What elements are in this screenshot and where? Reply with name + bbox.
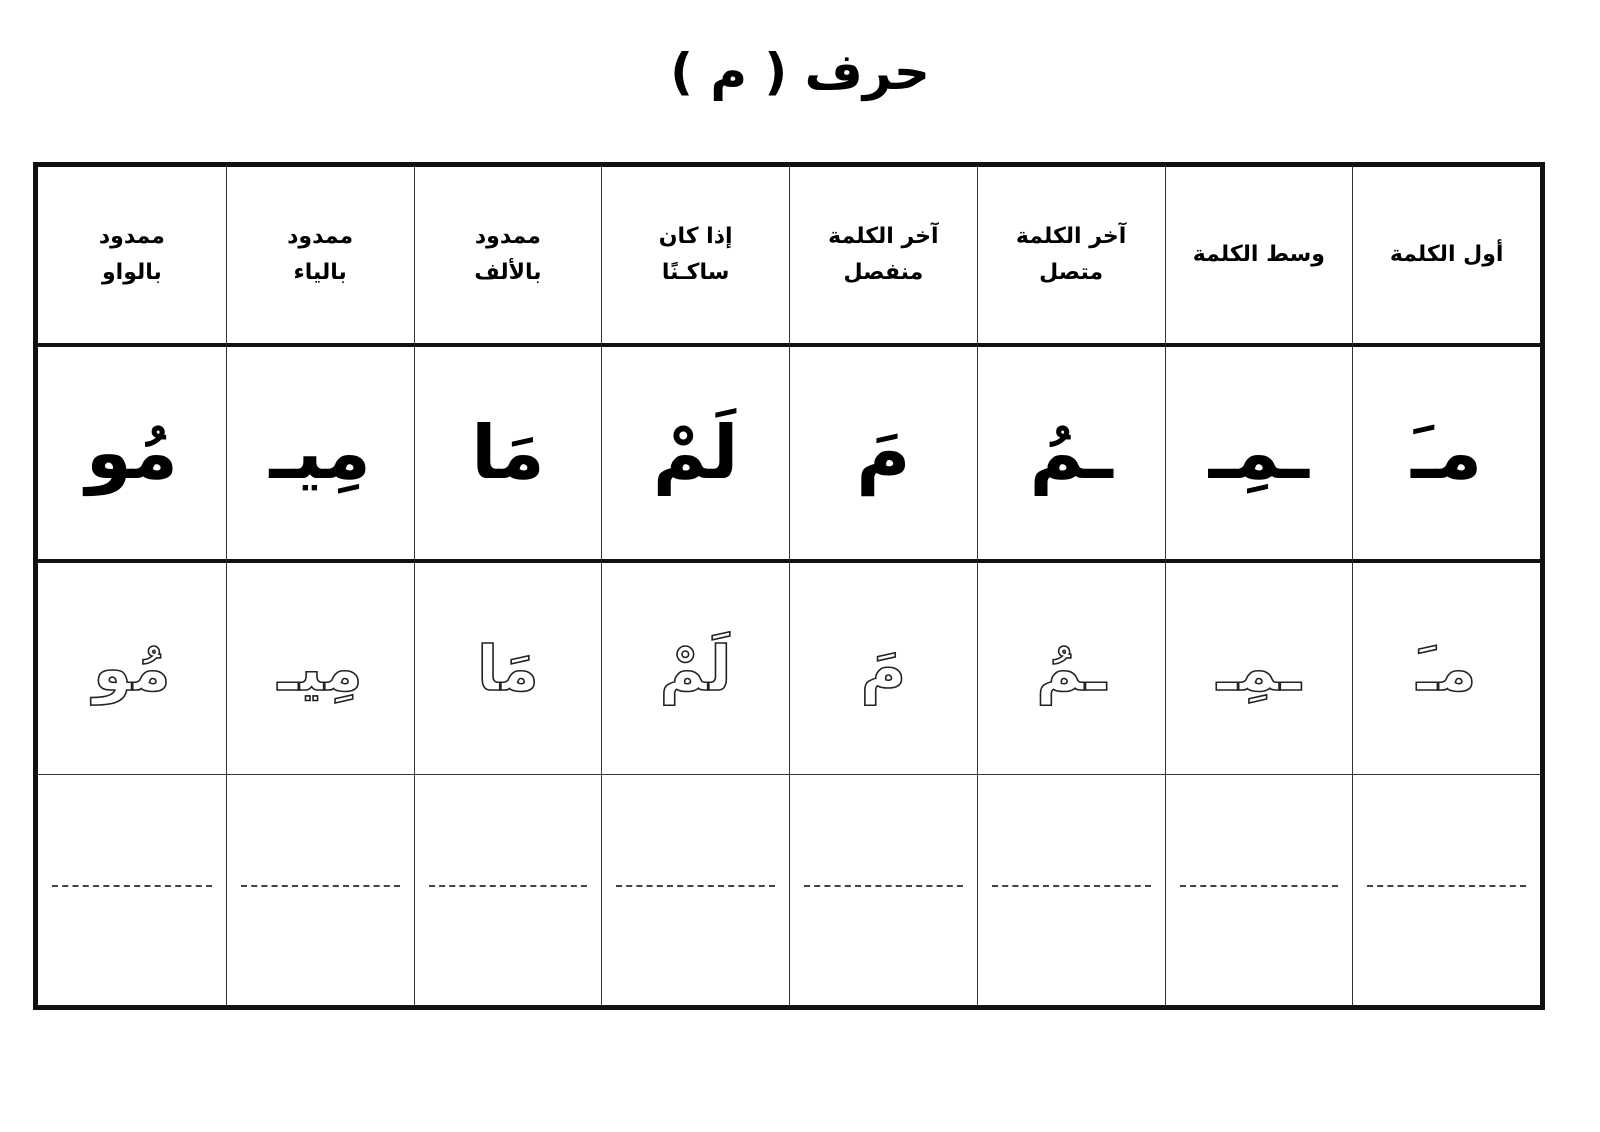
dotted-tracing-letter: مُو [93,631,171,705]
dashed-writing-line [52,885,212,887]
header-line-2: بالواو [101,260,162,285]
writing-cell[interactable] [1165,775,1353,1005]
dotted-tracing-letter: ـمِـ [1216,631,1301,705]
letter-form: ـمُ [977,347,1165,563]
tracing-cell[interactable] [226,563,414,775]
header-line-2: متصل [1039,260,1104,285]
letter-form: مِيـ [226,347,414,563]
column-header-word-end-connected [977,167,1165,347]
header-line-1: آخر الكلمة [828,223,939,249]
dotted-tracing-letter: مَا [477,631,539,705]
dashed-writing-line [241,885,400,887]
dotted-tracing-letter: مِيـ [277,631,363,705]
letter-form: مَا [414,347,602,563]
letter-form: مُو [38,347,226,563]
tracing-cell[interactable] [789,563,977,775]
writing-cell[interactable] [414,775,602,1005]
column-header-sukun [601,167,789,347]
column-header-madd-ya [226,167,414,347]
dashed-writing-line [1180,885,1339,887]
tracing-cell[interactable] [601,563,789,775]
column-header-word-end-separate [789,167,977,347]
dashed-writing-line [1367,885,1526,887]
tracing-cell[interactable] [1352,563,1540,775]
header-line-1: أول الكلمة [1389,241,1504,267]
column-header-word-start [1352,167,1540,347]
header-line-2: بالألف [474,260,542,285]
header-line-1: ممدود [474,223,541,249]
tracing-cell[interactable] [977,563,1165,775]
tracing-cell[interactable] [1165,563,1353,775]
column-header-madd-alif [414,167,602,347]
writing-cell[interactable] [977,775,1165,1005]
dotted-tracing-letter: ـمُ [1036,631,1107,705]
dashed-writing-line [616,885,775,887]
page-title: حرف ( م ) [670,43,930,101]
header-line-1: وسط الكلمة [1192,241,1325,267]
header-line-1: ممدود [98,223,165,249]
dotted-tracing-letter: مَ [860,631,907,705]
letter-worksheet-table [33,162,1545,1010]
column-header-madd-waw [38,167,226,347]
tracing-cell[interactable] [414,563,602,775]
letter-form: مـَ [1352,347,1540,563]
letter-form: لَمْ [601,347,789,563]
header-line-2: منفصل [843,260,924,285]
header-line-2: ساكـنًا [661,260,730,285]
writing-cell[interactable] [226,775,414,1005]
column-header-word-middle [1165,167,1353,347]
letter-form: ـمِـ [1165,347,1353,563]
writing-cell[interactable] [601,775,789,1005]
header-line-1: آخر الكلمة [1015,223,1127,249]
dotted-tracing-letter: مـَ [1416,631,1477,705]
writing-cell[interactable] [1352,775,1540,1005]
header-line-1: ممدود [287,223,354,249]
dashed-writing-line [429,885,588,887]
dotted-tracing-letter: لَمْ [659,631,732,705]
writing-cell[interactable] [789,775,977,1005]
writing-cell[interactable] [38,775,226,1005]
tracing-cell[interactable] [38,563,226,775]
dashed-writing-line [804,885,963,887]
letter-form: مَ [789,347,977,563]
header-line-2: بالياء [293,260,347,285]
header-line-1: إذا كان [658,223,733,249]
dashed-writing-line [992,885,1151,887]
